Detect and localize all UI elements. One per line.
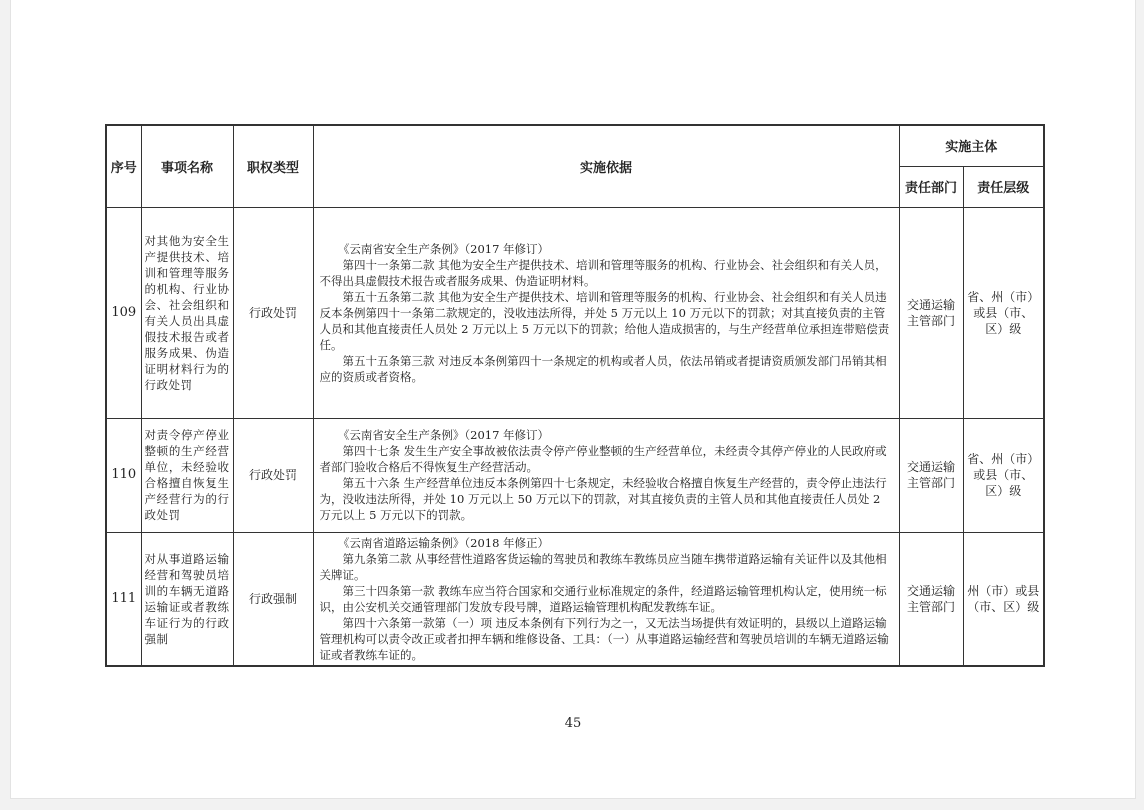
row-power-type: 行政处罚 (233, 207, 313, 418)
header-basis: 实施依据 (313, 125, 899, 207)
row-item-name: 对其他为安全生产提供技术、培训和管理等服务的机构、行业协会、社会组织和有关人员出具虚假技术报告或者服务成果、伪造证明材料行为的行政处罚 (141, 207, 233, 418)
basis-clause: 第九条第二款 从事经营性道路客货运输的驾驶员和教练车教练员应当随车携带道路运输有关证件以及其他相关牌证。 (319, 551, 887, 582)
header-name: 事项名称 (141, 125, 233, 207)
row-level: 省、州（市）或县（市、区）级 (963, 207, 1044, 418)
table-row (106, 207, 1044, 418)
header-subject: 实施主体 (899, 125, 1044, 166)
row-item-name: 对责令停产停业整顿的生产经营单位，未经验收合格擅自恢复生产经营行为的行政处罚 (141, 418, 233, 532)
table-row (106, 418, 1044, 532)
basis-law-title: 《云南省安全生产条例》（2017 年修订） (337, 241, 550, 256)
row-basis (313, 207, 899, 418)
document-page (10, 0, 1136, 799)
basis-clause: 第五十五条第三款 对违反本条例第四十一条规定的机构或者人员，依法吊销或者提请资质颁发部门吊销其相应的资质或者资格。 (319, 353, 887, 384)
row-dept: 交通运输主管部门 (899, 532, 963, 666)
basis-clause: 第四十六条第一款第（一）项 违反本条例有下列行为之一，又无法当场提供有效证明的，县级以上道路运输管理机构可以责令改正或者扣押车辆和维修设备、工具：（一）从事道路运输经营和驾驶员培训的车辆无道路运输证或者教练车证的。 (319, 615, 889, 662)
row-power-type: 行政处罚 (233, 418, 313, 532)
header-dept: 责任部门 (899, 166, 963, 207)
page-number: 45 (564, 716, 582, 731)
row-num: 109 (106, 207, 141, 418)
row-dept: 交通运输主管部门 (899, 207, 963, 418)
row-basis (313, 532, 899, 666)
basis-clause: 第四十一条第二款 其他为安全生产提供技术、培训和管理等服务的机构、行业协会、社会组织和有关人员，不得出具虚假技术报告或者服务成果、伪造证明材料。 (319, 257, 887, 288)
header-type: 职权类型 (233, 125, 313, 207)
basis-clause: 第四十七条 发生生产安全事故被依法责令停产停业整顿的生产经营单位，未经责令其停产停业的人民政府或者部门验收合格后不得恢复生产经营活动。 (319, 444, 887, 474)
table-row (106, 532, 1044, 666)
header-level: 责任层级 (963, 166, 1044, 207)
row-power-type: 行政强制 (233, 532, 313, 666)
basis-law-title: 《云南省安全生产条例》（2017 年修订） (337, 428, 550, 442)
row-basis (313, 418, 899, 532)
responsibility-table (105, 124, 1045, 667)
basis-law-title: 《云南省道路运输条例》（2018 年修正） (337, 535, 550, 550)
row-dept: 交通运输主管部门 (899, 418, 963, 532)
row-level: 州（市）或县（市、区）级 (963, 532, 1044, 666)
basis-clause: 第三十四条第一款 教练车应当符合国家和交通行业标准规定的条件，经道路运输管理机构认定，使用统一标识，由公安机关交通管理部门发放专段号牌，道路运输管理机构配发教练车证。 (319, 583, 887, 614)
row-level: 省、州（市）或县（市、区）级 (963, 418, 1044, 532)
basis-clause: 第五十六条 生产经营单位违反本条例第四十七条规定，未经验收合格擅自恢复生产经营的，责令停止违法行为，没收违法所得，并处 10 万元以上 50 万元以下的罚款，对其直接负责的主管人员和其他直接责任人员处 2 万元以上 5 万元以下的罚款。 (319, 476, 887, 522)
basis-clause: 第五十五条第二款 其他为安全生产提供技术、培训和管理等服务的机构、行业协会、社会组织和有关人员违反本条例第四十一条第二款规定的，没收违法所得，并处 5 万元以上 10 万元以下的罚款；对其直接负责的主管人员和其他直接责任人员处 2 万元以上 5 万元以下的罚款；给他人造成损害的，与生产经营单位承担连带赔偿责任。 (319, 289, 890, 352)
row-num: 110 (106, 418, 141, 532)
header-num: 序号 (106, 125, 141, 207)
row-item-name: 对从事道路运输经营和驾驶员培训的车辆无道路运输证或者教练车证行为的行政强制 (141, 532, 233, 666)
row-num: 111 (106, 532, 141, 666)
